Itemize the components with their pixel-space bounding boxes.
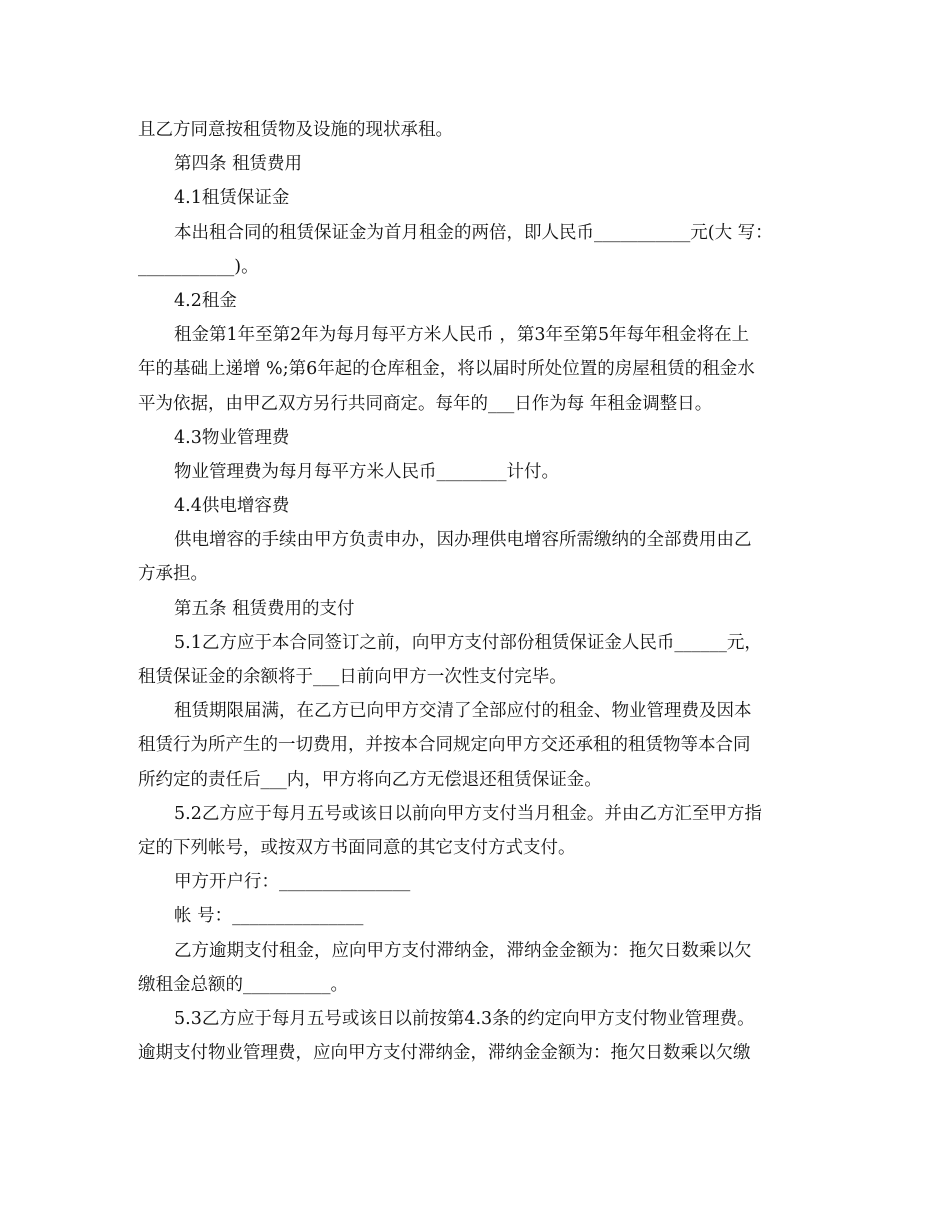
subsection-heading-4-1: 4.1租赁保证金 — [174, 188, 290, 209]
paragraph-line: 5.2乙方应于每月五号或该日以前向甲方支付当月租金。并由乙方汇至甲方指 — [174, 803, 762, 824]
subsection-heading-4-3: 4.3物业管理费 — [174, 427, 290, 448]
paragraph-line: 供电增容的手续由甲方负责申办，因办理供电增容所需缴纳的全部费用由乙 — [174, 530, 752, 551]
paragraph-line: 逾期支付物业管理费，应向甲方支付滞纳金，滞纳金金额为：拖欠日数乘以欠缴 — [138, 1043, 751, 1064]
paragraph-line: 所约定的责任后___内，甲方将向乙方无偿退还租赁保证金。 — [138, 769, 602, 790]
paragraph-line: ___________)。 — [138, 256, 259, 277]
paragraph-line: 方承担。 — [138, 564, 208, 585]
paragraph-line: 租金第1年至第2年为每月每平方米人民币 ，第3年至第5年每年租金将在上 — [174, 325, 750, 346]
paragraph-line: 租赁行为所产生的一切费用，并按本合同规定向甲方交还承租的租赁物等本合同 — [138, 735, 751, 756]
subsection-heading-4-4: 4.4供电增容费 — [174, 496, 290, 517]
section-heading-article-4: 第四条 租赁费用 — [174, 154, 303, 175]
account-number-field: 帐 号：_______________ — [174, 906, 364, 927]
subsection-heading-4-2: 4.2租金 — [174, 290, 237, 311]
section-heading-article-5: 第五条 租赁费用的支付 — [174, 598, 355, 619]
paragraph-line: 租赁期限届满，在乙方已向甲方交清了全部应付的租金、物业管理费及因本 — [174, 701, 752, 722]
paragraph-line: 年的基础上递增 %;第6年起的仓库租金，将以届时所处位置的房屋租赁的租金水 — [138, 359, 755, 380]
paragraph-line: 平为依据，由甲乙双方另行共同商定。每年的___日作为每 年租金调整日。 — [138, 393, 713, 414]
paragraph-line: 5.1乙方应于本合同签订之前，向甲方支付部份租赁保证金人民币______元， — [174, 632, 762, 653]
paragraph-line: 5.3乙方应于每月五号或该日以前按第4.3条的约定向甲方支付物业管理费。 — [174, 1008, 755, 1029]
paragraph-line: 定的下列帐号，或按双方书面同意的其它支付方式支付。 — [138, 837, 576, 858]
bank-name-field: 甲方开户行：_______________ — [174, 872, 411, 893]
paragraph-line: 物业管理费为每月每平方米人民币________计付。 — [174, 461, 559, 482]
paragraph-line: 本出租合同的租赁保证金为首月租金的两倍，即人民币___________元(大 写： — [174, 222, 773, 243]
document-body — [138, 113, 818, 1070]
paragraph-line: 乙方逾期支付租金，应向甲方支付滞纳金，滞纳金金额为：拖欠日数乘以欠 — [174, 940, 752, 961]
paragraph-line: 缴租金总额的__________。 — [138, 974, 348, 995]
paragraph-line: 租赁保证金的余额将于___日前向甲方一次性支付完毕。 — [138, 667, 567, 687]
paragraph-line: 且乙方同意按租赁物及设施的现状承租。 — [138, 120, 453, 140]
